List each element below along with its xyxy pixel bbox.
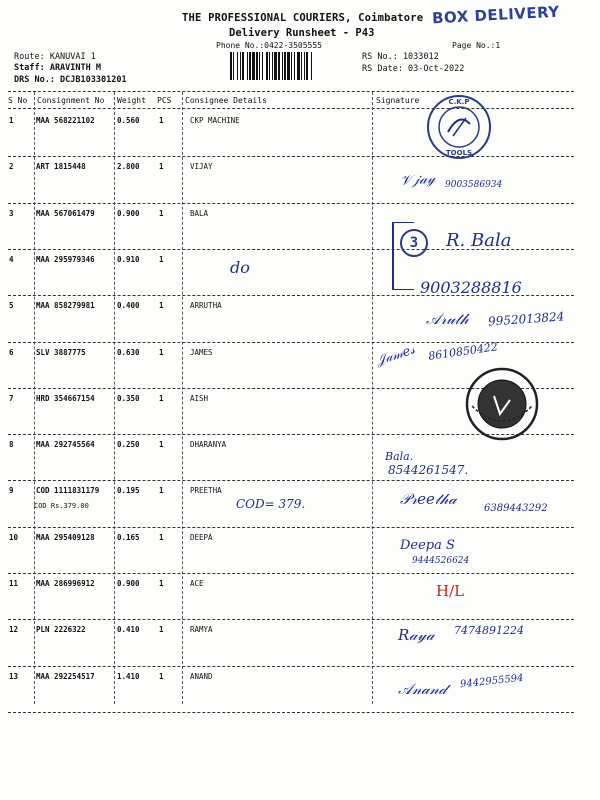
cell-consignee: VIJAY (190, 162, 213, 172)
handwritten-signature: 𝒥𝒶𝓂𝑒𝓈 (374, 342, 417, 369)
handwritten-phone: 9444526624 (412, 556, 470, 566)
cell-pcs: 1 (159, 440, 164, 450)
handwritten-signature: 𝒱𝒿𝒶𝓎 (399, 170, 436, 190)
cell-consignee: BALA (190, 208, 209, 218)
cell-weight: 0.900 (117, 579, 140, 588)
col-divider (34, 92, 35, 704)
cell-sno: 7 (9, 393, 14, 403)
box-delivery-stamp: BOX DELIVERY (431, 2, 561, 28)
cell-weight: 0.350 (117, 393, 140, 403)
handwritten-signature: 𝒜𝓃𝒶𝓃𝒹 (398, 680, 447, 698)
cell-weight: 0.400 (117, 301, 140, 311)
cell-consignment: SLV 3887775 (36, 347, 86, 357)
cell-sno: 2 (9, 162, 14, 172)
handwritten-phone: 7474891224 (454, 624, 524, 637)
row-divider (8, 203, 574, 204)
cell-consignee: ANAND (190, 671, 213, 681)
runsheet-title: Delivery Runsheet - P43 (229, 27, 375, 39)
barcode-bar (311, 52, 312, 80)
cell-consignee: DEEPA (190, 532, 213, 542)
cell-pcs: 1 (159, 671, 164, 681)
cell-sno: 13 (9, 671, 19, 681)
handwritten-signature: 𝒫𝓇𝑒𝑒𝓉𝒽𝒶 (400, 490, 457, 508)
cell-consignee: CKP MACHINE (190, 116, 240, 125)
col-divider (114, 92, 115, 704)
cell-sno: 9 (9, 486, 14, 496)
company-title: THE PROFESSIONAL COURIERS, Coimbatore (182, 12, 424, 24)
handwritten-phone: 8544261547. (388, 463, 469, 477)
round-seal-stamp (464, 366, 540, 442)
staff-label: Staff: ARAVINTH M (14, 63, 101, 73)
cell-sno: 8 (9, 440, 14, 450)
cell-sno: 6 (9, 347, 14, 357)
cell-consignment: MAA 568221102 (36, 116, 95, 125)
table-top-rule (8, 91, 574, 92)
cell-consignment: HRD 354667154 (36, 393, 95, 403)
handwritten-name: R. Bala (446, 230, 512, 251)
cell-consignment: ART 1815448 (36, 162, 86, 172)
cell-pcs: 1 (159, 486, 164, 496)
cell-consignee: RAMYA (190, 625, 213, 635)
cell-pcs: 1 (159, 393, 164, 403)
header-consignee: Consignee Details (185, 96, 267, 105)
cell-sno: 10 (9, 532, 19, 542)
stamp-text-top: C.K.P (448, 98, 470, 106)
cell-consignment: COD 1111831179 (36, 486, 100, 496)
route-label: Route: KANUVAI 1 (14, 52, 96, 62)
row-divider (8, 619, 574, 620)
cell-sno: 5 (9, 301, 14, 311)
handwritten-signature: 𝑅𝒶𝓎𝒶 (398, 626, 435, 644)
header-weight: Weight (117, 96, 146, 105)
cell-consignment: MAA 295979346 (36, 254, 95, 264)
cell-pcs: 1 (159, 347, 164, 357)
barcode (230, 52, 355, 80)
row-divider (8, 712, 574, 713)
header-pcs: PCS (157, 96, 172, 105)
handwritten-cod: COD= 379. (236, 497, 306, 511)
handwritten-name: Deepa S (400, 538, 455, 553)
rs-number: RS No.: 1033012 (362, 52, 439, 62)
cell-consignee: JAMES (190, 347, 213, 357)
cell-pcs: 1 (159, 301, 164, 311)
cell-weight: 1.410 (117, 671, 140, 681)
handwritten-hl-note: H/L (436, 582, 465, 600)
ckp-tools-stamp (426, 94, 492, 160)
cell-consignee: PREETHA (190, 486, 222, 496)
cell-consignment: MAA 567061479 (36, 208, 95, 218)
cell-weight: 0.910 (117, 254, 140, 264)
cell-pcs: 1 (159, 162, 164, 172)
handwritten-signature: 𝒜𝓇𝓊𝓉𝒽 (426, 310, 469, 328)
col-divider (182, 92, 183, 704)
cell-weight: 0.250 (117, 440, 140, 450)
row-divider (8, 527, 574, 528)
cell-pcs: 1 (159, 208, 164, 218)
row-divider (8, 480, 574, 481)
handwritten-note: Bala. (385, 450, 414, 463)
cell-pcs: 1 (159, 532, 164, 542)
phone-number: Phone No.:0422-3505555 (216, 41, 322, 50)
cell-consignment: PLN 2226322 (36, 625, 86, 635)
drs-number: DRS No.: DCJB103301201 (14, 75, 127, 85)
cell-consignee: ACE (190, 579, 204, 588)
cell-weight: 0.195 (117, 486, 140, 496)
cell-weight: 0.165 (117, 532, 140, 542)
rs-date: RS Date: 03-Oct-2022 (362, 64, 465, 74)
cell-consignment: MAA 292745564 (36, 440, 95, 450)
cell-pcs: 1 (159, 254, 164, 264)
cell-weight: 0.900 (117, 208, 140, 218)
cell-consignment: MAA 295409128 (36, 532, 95, 542)
cell-weight: 2.800 (117, 162, 140, 172)
cell-consignee: ARRUTHA (190, 301, 222, 311)
handwritten-phone: 9442955594 (459, 672, 525, 691)
cell-weight: 0.630 (117, 347, 140, 357)
cod-amount-note: COD Rs.379.00 (34, 502, 89, 510)
cell-consignment: MAA 858279981 (36, 301, 95, 311)
cell-sno: 3 (9, 208, 14, 218)
header-sno: S No (8, 96, 28, 105)
cell-sno: 12 (9, 625, 19, 635)
header-consignment: Consignment No (37, 96, 105, 105)
cell-weight: 0.560 (117, 116, 140, 125)
handwritten-phone: 9003586934 (445, 180, 503, 190)
cell-consignment: MAA 292254517 (36, 671, 95, 681)
row-divider (8, 573, 574, 574)
header-signature: Signature (376, 96, 420, 105)
handwritten-phone: 9952013824 (487, 309, 565, 329)
row-divider (8, 666, 574, 667)
cell-consignee: DHARANYA (190, 440, 227, 450)
cell-consignment: MAA 286996912 (36, 579, 95, 588)
cell-sno: 1 (9, 116, 14, 125)
stamp-text-bottom: TOOLS (445, 149, 473, 157)
col-divider (372, 92, 373, 704)
cell-pcs: 1 (159, 579, 164, 588)
cell-pcs: 1 (159, 116, 164, 125)
cell-consignee: AISH (190, 393, 209, 403)
page-number: Page No.:1 (452, 41, 501, 50)
cell-pcs: 1 (159, 625, 164, 635)
handwritten-ditto: do (230, 258, 250, 277)
handwritten-phone: 6389443292 (484, 503, 548, 514)
handwritten-phone: 9003288816 (420, 278, 522, 297)
cell-weight: 0.410 (117, 625, 140, 635)
handwritten-phone: 8610850422 (427, 340, 499, 363)
cell-sno: 4 (9, 254, 14, 264)
cell-sno: 11 (9, 579, 19, 588)
circled-number: 3 (400, 229, 428, 257)
